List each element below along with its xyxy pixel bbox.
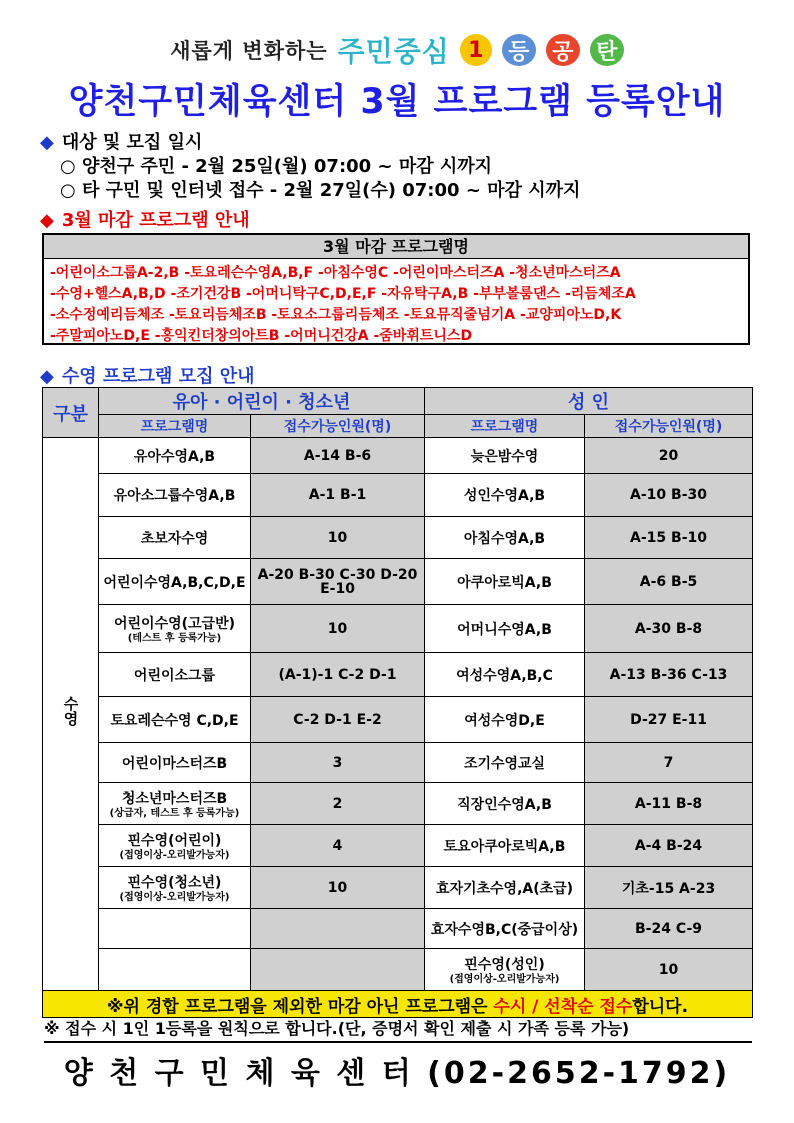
table-row: [43, 867, 753, 909]
program-name-adult: [425, 653, 585, 697]
capacity-adult: A-13 B-36 C-13: [585, 653, 753, 697]
closed-programs-line: -주말피아노D,E -홍익킨더창의아트B -어머니건강A -줌바휘트니스D: [50, 328, 473, 344]
program-name-adult: [425, 825, 585, 867]
capacity-adult: A-4 B-24: [585, 825, 753, 867]
program-label: 여성수영A,B,C: [456, 667, 553, 684]
table-column-header-row: [43, 415, 753, 438]
program-sublabel: (접영이상-오리발가능자): [449, 974, 560, 985]
program-name-youth: [99, 825, 251, 867]
capacity-youth: 2: [251, 783, 425, 825]
diamond-bullet-icon: ◆: [40, 210, 54, 231]
program-name-adult: [425, 909, 585, 949]
capacity-adult: A-6 B-5: [585, 559, 753, 605]
group-adult-header: 성 인: [425, 388, 753, 415]
program-name-adult: [425, 559, 585, 605]
slogan-circle-1: 등: [502, 34, 536, 66]
recruitment-line-residents: ○ 양천구 주민 - 2월 25일(월) 07:00 ~ 마감 시까지: [60, 156, 493, 177]
program-name-adult: [425, 783, 585, 825]
program-label: 유아소그룹수영A,B: [113, 488, 236, 504]
group-youth-header: 유아 · 어린이 · 청소년: [99, 388, 425, 415]
capacity-youth: 10: [251, 867, 425, 909]
section-closed-heading: [40, 206, 250, 232]
capacity-youth: 3: [251, 743, 425, 783]
section-swim-heading: [40, 362, 255, 388]
program-name-youth: [99, 474, 251, 517]
capacity-youth: C-2 D-1 E-2: [251, 697, 425, 743]
program-label: 효자기초수영,A(초급): [435, 880, 574, 897]
table-body: [43, 438, 753, 991]
slogan-circle-3: 탄: [590, 34, 624, 66]
capacity-youth: [251, 909, 425, 949]
closed-programs-box: [42, 233, 750, 345]
program-label: 조기수영교실: [463, 755, 546, 772]
program-label: 핀수영(성인): [464, 957, 545, 973]
footer-pre: ※위 경합 프로그램을 제외한 마감 아닌 프로그램은: [106, 996, 494, 1017]
capacity-adult: 7: [585, 743, 753, 783]
table-footer-note: [43, 991, 753, 1018]
program-name-adult: [425, 743, 585, 783]
program-name-adult: [425, 867, 585, 909]
section-recruitment-title: 대상 및 모집 일시: [61, 132, 203, 153]
program-sublabel: (상급자, 테스트 후 등록가능): [109, 808, 240, 819]
program-sublabel: (테스트 후 등록가능): [127, 633, 222, 644]
closed-programs-header: 3월 마감 프로그램명: [44, 235, 748, 259]
program-name-youth: [99, 517, 251, 559]
table-row: [43, 949, 753, 991]
swim-program-table: [42, 387, 753, 1018]
program-label: 핀수영(청소년): [127, 875, 222, 891]
program-label: 어머니수영A,B: [457, 621, 552, 638]
table-row: [43, 743, 753, 783]
recruitment-line-others: ○ 타 구민 및 인터넷 접수 - 2월 27일(수) 07:00 ~ 마감 시까지: [60, 180, 581, 201]
capacity-youth: [251, 949, 425, 991]
capacity-adult: D-27 E-11: [585, 697, 753, 743]
program-label: 아침수영A,B: [463, 530, 546, 547]
program-sublabel: (접영이상-오리발가능자): [119, 892, 230, 903]
col-capacity-adult: 접수가능인원(명): [585, 415, 753, 438]
program-name-adult: [425, 949, 585, 991]
capacity-adult: 기초-15 A-23: [585, 867, 753, 909]
closed-programs-line: -어린이소그룹A-2,B -토요레슨수영A,B,F -아침수영C -어린이마스터즈A -청소년마스터즈A: [50, 265, 621, 281]
program-name-youth: [99, 438, 251, 474]
table-footer-row: [43, 991, 753, 1018]
program-label: 여성수영D,E: [464, 712, 545, 729]
table-row: [43, 909, 753, 949]
capacity-adult: A-10 B-30: [585, 474, 753, 517]
category-label: 수영: [61, 696, 80, 726]
section-closed-title: 3월 마감 프로그램 안내: [61, 210, 250, 231]
capacity-youth: 10: [251, 517, 425, 559]
slogan-banner: [0, 32, 794, 68]
program-name-youth: [99, 783, 251, 825]
slogan-main: 주민중심: [337, 35, 450, 68]
program-name-youth: [99, 909, 251, 949]
program-label: 청소년마스터즈B: [121, 791, 228, 807]
program-name-adult: [425, 697, 585, 743]
closed-programs-list: [44, 259, 748, 351]
program-sublabel: (접영이상-오리발가능자): [119, 850, 230, 861]
slogan-number-badge: 1: [460, 34, 492, 66]
program-label: 효자수영B,C(중급이상): [430, 921, 579, 938]
footer-post: 합니다.: [632, 996, 689, 1017]
program-name-youth: [99, 605, 251, 653]
registration-note: ※ 접수 시 1인 1등록을 원칙으로 합니다.(단, 증명서 확인 제출 시 가족 등록 가능): [44, 1016, 752, 1043]
program-label: 핀수영(어린이): [127, 833, 222, 849]
footer-highlight: 수시 / 선착순 접수: [493, 996, 633, 1017]
diamond-bullet-icon: ◆: [40, 132, 54, 153]
col-program-youth: 프로그램명: [99, 415, 251, 438]
section-recruitment-heading: [40, 128, 202, 154]
program-name-adult: [425, 605, 585, 653]
program-label: 직장인수영A,B: [457, 796, 552, 813]
diamond-bullet-icon: ◆: [40, 366, 54, 387]
capacity-adult: A-30 B-8: [585, 605, 753, 653]
program-name-youth: [99, 743, 251, 783]
program-name-adult: [425, 438, 585, 474]
capacity-youth: (A-1)-1 C-2 D-1: [251, 653, 425, 697]
table-row: [43, 783, 753, 825]
section-swim-title: 수영 프로그램 모집 안내: [61, 366, 255, 387]
gubun-header: 구분: [43, 388, 99, 438]
program-name-youth: [99, 559, 251, 605]
capacity-youth: A-1 B-1: [251, 474, 425, 517]
program-label: 토요레슨수영 C,D,E: [110, 712, 239, 729]
capacity-adult: 10: [585, 949, 753, 991]
program-name-youth: [99, 949, 251, 991]
program-label: 토요아쿠아로빅A,B: [443, 838, 566, 855]
center-contact: 양 천 구 민 체 육 센 터 (02-2652-1792): [63, 1056, 731, 1091]
program-name-adult: [425, 474, 585, 517]
table-row: [43, 559, 753, 605]
program-label: 성인수영A,B: [463, 488, 546, 504]
program-label: 초보자수영: [140, 530, 209, 547]
program-label: 어린이마스터즈B: [121, 755, 228, 772]
table-row: [43, 517, 753, 559]
program-name-youth: [99, 867, 251, 909]
capacity-adult: A-15 B-10: [585, 517, 753, 559]
program-label: 어린이수영(고급반): [114, 616, 235, 632]
capacity-adult: B-24 C-9: [585, 909, 753, 949]
program-label: 아쿠아로빅A,B: [457, 574, 552, 591]
capacity-adult: A-11 B-8: [585, 783, 753, 825]
program-name-youth: [99, 653, 251, 697]
capacity-youth: 10: [251, 605, 425, 653]
table-row: [43, 605, 753, 653]
table-row: [43, 697, 753, 743]
page-title: 양천구민체육센터 3월 프로그램 등록안내: [68, 82, 726, 122]
program-label: 늦은밤수영: [470, 448, 539, 465]
slogan-circle-2: 공: [546, 34, 580, 66]
program-label: 어린이소그룹: [133, 667, 216, 684]
capacity-youth: 4: [251, 825, 425, 867]
program-label: 유아수영A,B: [133, 448, 216, 465]
program-name-youth: [99, 697, 251, 743]
category-swim-cell: [43, 438, 99, 991]
table-row: [43, 474, 753, 517]
table-group-header-row: [43, 388, 753, 415]
program-name-adult: [425, 517, 585, 559]
col-capacity-youth: 접수가능인원(명): [251, 415, 425, 438]
program-label: 어린이수영A,B,C,D,E: [103, 574, 246, 591]
table-row: [43, 438, 753, 474]
capacity-youth: A-20 B-30 C-30 D-20 E-10: [251, 559, 425, 605]
closed-programs-line: -수영+헬스A,B,D -조기건강B -어머니탁구C,D,E,F -자유탁구A,B -부부볼룸댄스 -리듬체조A: [50, 286, 636, 302]
capacity-adult: 20: [585, 438, 753, 474]
table-row: [43, 825, 753, 867]
col-program-adult: 프로그램명: [425, 415, 585, 438]
closed-programs-line: -소수정예리듬체조 -토요리듬체조B -토요소그룹리듬체조 -토요뮤직줄넘기A -교양피아노D,K: [50, 307, 622, 323]
slogan-prefix: 새롭게 변화하는: [170, 39, 328, 63]
table-row: [43, 653, 753, 697]
capacity-youth: A-14 B-6: [251, 438, 425, 474]
